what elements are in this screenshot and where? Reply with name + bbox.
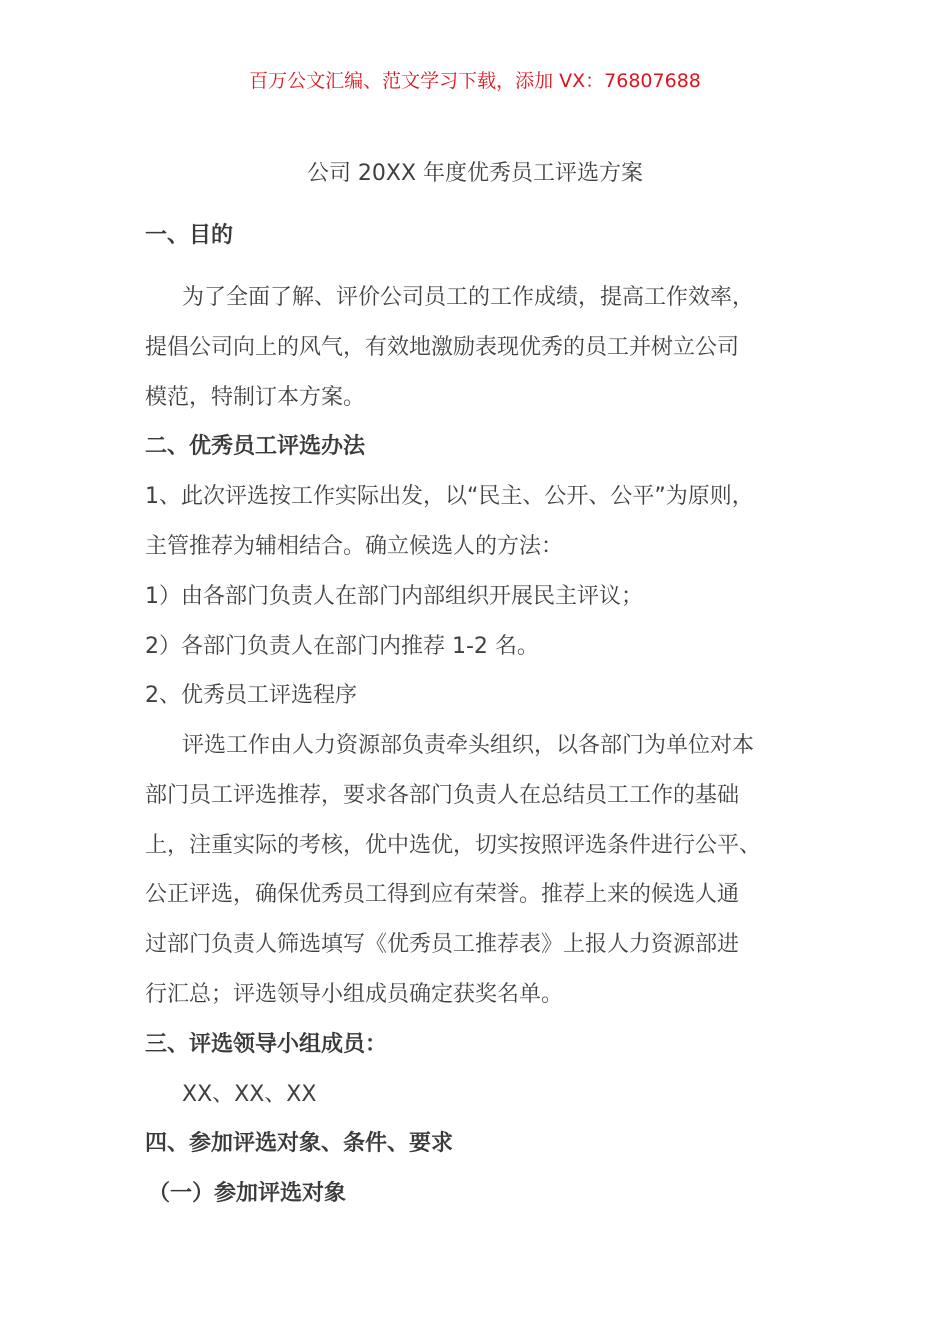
section-heading-method: 二、优秀员工评选办法 [145, 434, 366, 459]
committee-members: XX、XX、XX [182, 1082, 317, 1107]
paragraph-line: 主管推荐为辅相结合。确立候选人的方法： [145, 534, 564, 559]
section-heading-purpose: 一、目的 [145, 223, 234, 248]
subsection-heading: （一）参加评选对象 [148, 1181, 347, 1206]
list-item: 2）各部门负责人在部门内推荐 1-2 名。 [145, 634, 539, 659]
paragraph-line: 行汇总；评选领导小组成员确定获奖名单。 [145, 982, 564, 1007]
paragraph-line: 评选工作由人力资源部负责牵头组织，以各部门为单位对本 [182, 733, 755, 758]
list-item: 2、优秀员工评选程序 [145, 683, 357, 708]
paragraph-line: 为了全面了解、评价公司员工的工作成绩，提高工作效率， [182, 285, 755, 310]
document-title: 公司 20XX 年度优秀员工评选方案 [306, 161, 644, 186]
paragraph-line: 过部门负责人筛选填写《优秀员工推荐表》上报人力资源部进 [145, 932, 740, 957]
paragraph-line: 1、此次评选按工作实际出发，以“民主、公开、公平”为原则， [145, 484, 754, 509]
section-heading-committee: 三、评选领导小组成员： [145, 1032, 388, 1057]
paragraph-line: 上，注重实际的考核，优中选优，切实按照评选条件进行公平、 [145, 833, 762, 858]
paragraph-line: 部门员工评选推荐，要求各部门负责人在总结员工工作的基础 [145, 783, 740, 808]
paragraph-line: 公正评选，确保优秀员工得到应有荣誉。推荐上来的候选人通 [145, 882, 740, 907]
paragraph-line: 模范，特制订本方案。 [145, 385, 366, 410]
watermark-banner: 百万公文汇编、范文学习下载，添加 VX：76807688 [249, 70, 701, 92]
section-heading-eligibility: 四、参加评选对象、条件、要求 [145, 1131, 454, 1156]
paragraph-line: 提倡公司向上的风气，有效地激励表现优秀的员工并树立公司 [145, 335, 740, 360]
list-item: 1）由各部门负责人在部门内部组织开展民主评议； [145, 584, 643, 609]
